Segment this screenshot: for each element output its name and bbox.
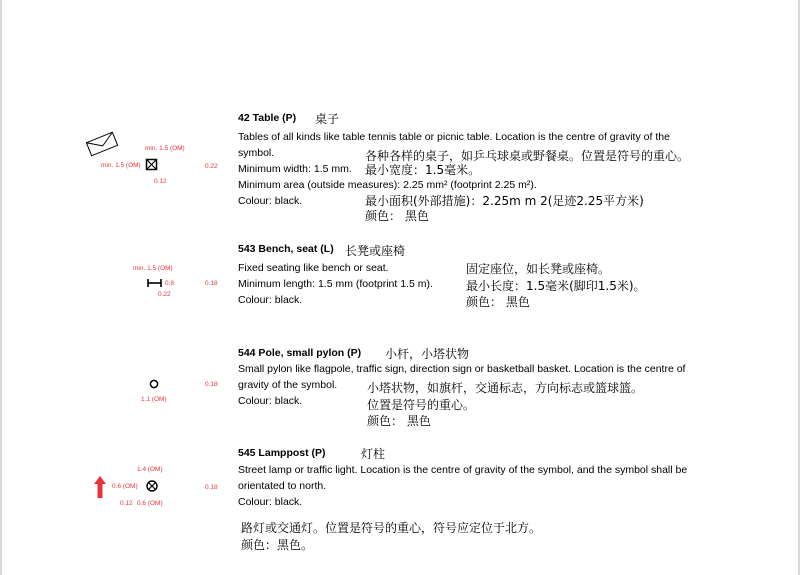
dimension-label: 0.6 (OM)	[137, 500, 163, 507]
pole-symbol-icon	[148, 378, 160, 390]
entry-text-cn: 最小宽度：1.5毫米。	[365, 163, 481, 177]
entry-text-en: Colour: black.	[238, 496, 303, 508]
entry-text-cn: 颜色： 黑色	[466, 295, 530, 309]
lamppost-symbol-icon	[145, 479, 159, 493]
dimension-label: 0.22	[158, 291, 171, 298]
dimension-label: min. 1.5 (OM)	[145, 145, 185, 152]
table-symbol-icon	[145, 158, 159, 172]
dimension-label: 0.12	[120, 500, 133, 507]
entry-text-en: symbol.	[238, 147, 275, 159]
north-arrow-icon	[94, 476, 106, 498]
entry-text-en: Colour: black.	[238, 195, 303, 207]
entry-text-cn: 各种各样的桌子，如乒乓球桌或野餐桌。位置是符号的重心。	[365, 149, 690, 163]
entry-text-cn: 颜色：黑色。	[241, 538, 314, 552]
entry-text-en: Minimum width: 1.5 mm.	[238, 163, 352, 175]
entry-text-cn: 路灯或交通灯。位置是符号的重心，符号应定位于北方。	[241, 521, 542, 535]
entry-title: 543 Bench, seat (L)	[238, 243, 334, 255]
entry-text-cn: 颜色： 黑色	[367, 414, 431, 428]
entry-text-cn: 小塔状物，如旗杆，交通标志，方向标志或篮球篮。	[367, 381, 644, 395]
line-width-value: 0.18	[205, 381, 218, 388]
entry-title: 545 Lamppost (P)	[238, 447, 326, 459]
entry-text-en: Street lamp or traffic light. Location is the centre of gravity of the symbol, and the symbol shall be	[238, 464, 688, 476]
dimension-label: min. 1.5 (OM)	[101, 162, 141, 169]
entry-text-en: Small pylon like flagpole, traffic sign, direction sign or basketball basket. Location is the centre of	[238, 363, 686, 375]
entry-text-en: Tables of all kinds like table tennis table or picnic table. Location is the centre of gravity of the	[238, 131, 670, 143]
entry-text-cn: 位置是符号的重心。	[367, 398, 476, 412]
entry-text-en: Colour: black.	[238, 294, 303, 306]
table-sketch-icon	[84, 130, 120, 158]
entry-text-cn: 固定座位，如长凳或座椅。	[466, 262, 611, 276]
entry-text-en: Colour: black.	[238, 395, 303, 407]
entry-title-cn: 桌子	[315, 112, 340, 126]
entry-title: 42 Table (P)	[238, 112, 297, 124]
bench-symbol-icon	[147, 278, 163, 288]
entry-title-cn: 长凳或座椅	[345, 244, 406, 258]
dimension-label: 0.6 (OM)	[112, 483, 138, 490]
entry-text-en: gravity of the symbol.	[238, 379, 338, 391]
entry-title-cn: 灯柱	[361, 447, 386, 461]
entry-text-en: Fixed seating like bench or seat.	[238, 262, 389, 274]
dimension-label: min. 1.5 (OM)	[133, 265, 173, 272]
line-width-value: 0.18	[205, 280, 218, 287]
entry-text-en: orientated to north.	[238, 480, 327, 492]
dimension-label: 1.1 (OM)	[141, 396, 167, 403]
dimension-label: 0.8	[165, 280, 175, 287]
entry-text-en: Minimum area (outside measures): 2.25 mm² (footprint 2.25 m²).	[238, 179, 537, 191]
entry-text-cn: 颜色： 黑色	[365, 209, 429, 223]
entry-text-cn: 最小长度：1.5毫米(脚印1.5米)。	[466, 279, 646, 293]
dimension-label: 1.4 (OM)	[137, 466, 163, 473]
entry-title: 544 Pole, small pylon (P)	[238, 347, 362, 359]
line-width-value: 0.18	[205, 484, 218, 491]
page-edge-left	[0, 0, 2, 575]
dimension-label: 0.12	[154, 178, 167, 185]
entry-title-cn: 小杆，小塔状物	[385, 347, 470, 361]
entry-text-cn: 最小面积(外部措施)：2.25m m 2(足迹2.25平方米)	[365, 194, 644, 208]
entry-text-en: Minimum length: 1.5 mm (footprint 1.5 m).	[238, 278, 433, 290]
line-width-value: 0.22	[205, 163, 218, 170]
